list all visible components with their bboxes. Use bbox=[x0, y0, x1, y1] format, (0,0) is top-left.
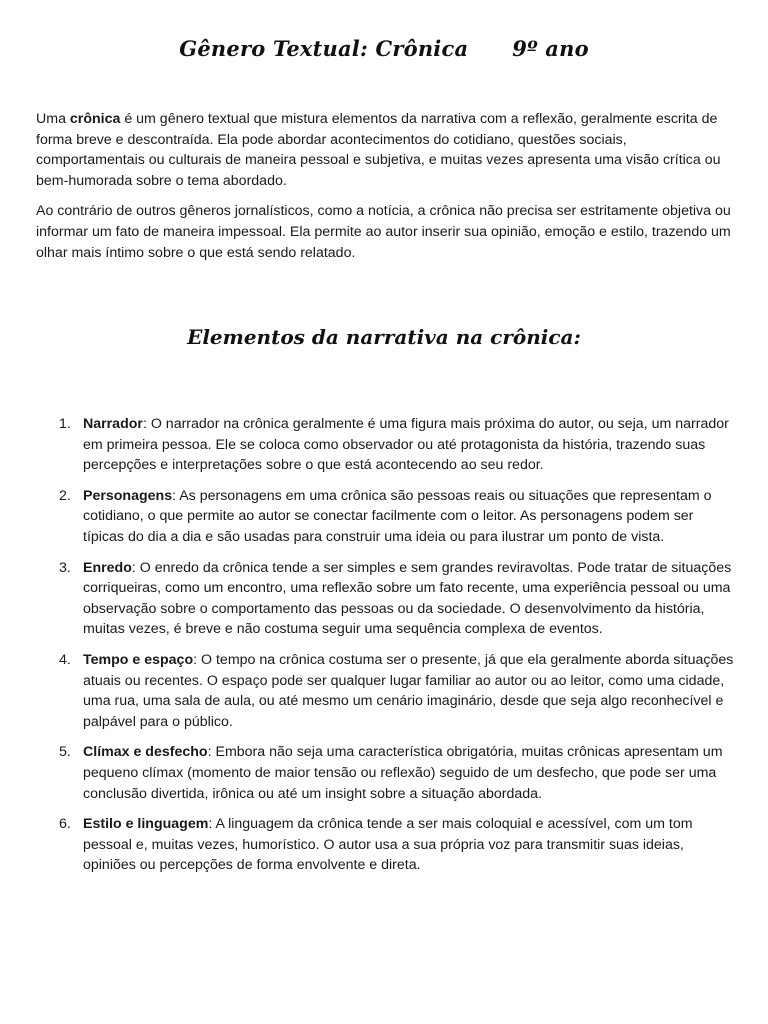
list-item-text: : As personagens em uma crônica são pessoas reais ou situações que representam o cotidiano, o que permite ao autor se conectar facilmente com o leitor. As personagens podem ser típicas do dia a dia e são usadas para construir uma ideia ou para ilustrar um ponto de vista. bbox=[83, 487, 712, 545]
list-item-number: 6. bbox=[59, 816, 71, 833]
list-item bbox=[36, 814, 736, 876]
list-item-text: : O narrador na crônica geralmente é uma figura mais próxima do autor, ou seja, um narrador em primeira pessoa. Ele se coloca como observador ou até protagonista da história, trazendo suas percepções e interpretações sobre o que está acontecendo ao seu redor. bbox=[83, 416, 729, 474]
intro-paragraph-1 bbox=[36, 109, 736, 191]
list-item-term: Estilo e linguagem bbox=[83, 816, 209, 833]
list-item bbox=[36, 558, 736, 640]
list-item-text: : O tempo na crônica costuma ser o presente, já que ela geralmente aborda situações atuais ou recentes. O espaço pode ser qualquer lugar familiar ao autor ou ao leitor, como uma cidade, uma rua, uma sala de aula, ou até mesmo um cenário imaginário, desde que seja algo reconhecível e palpável para o público. bbox=[83, 651, 734, 730]
list-item-number: 1. bbox=[59, 416, 71, 432]
intro-p1-bold-term: crônica bbox=[69, 111, 121, 127]
list-item-term: Narrador bbox=[83, 416, 143, 432]
list-item-term: Tempo e espaço bbox=[83, 651, 194, 668]
list-item-term: Clímax e desfecho bbox=[83, 744, 208, 761]
list-item-text: : A linguagem da crônica tende a ser mais coloquial e acessível, com um tom pessoal e, muitas vezes, humorístico. O autor usa a sua própria voz para transmitir suas ideias, opiniões ou percepções de forma envolvente e direta. bbox=[83, 816, 693, 874]
list-item bbox=[36, 414, 736, 476]
list-item bbox=[36, 650, 736, 732]
list-item-number: 5. bbox=[59, 744, 71, 761]
title-text: Gênero Textual: Crônica bbox=[179, 36, 469, 61]
list-item-number: 4. bbox=[59, 651, 71, 668]
page-title bbox=[0, 36, 768, 61]
list-item-term: Enredo bbox=[83, 559, 132, 576]
section-title: Elementos da narrativa na crônica: bbox=[187, 325, 581, 349]
list-item-number: 3. bbox=[59, 559, 71, 576]
intro-paragraph-2: Ao contrário de outros gêneros jornalísticos, como a notícia, a crônica não precisa ser estritamente objetiva ou informar um fato de maneira impessoal. Ela permite ao autor inserir sua opinião, emoção e estilo, trazendo um olhar mais íntimo sobre o que está sendo relatado. bbox=[36, 203, 731, 261]
grade-label: 9º ano bbox=[512, 36, 589, 61]
list-item-term: Personagens bbox=[83, 487, 173, 504]
list-item bbox=[36, 486, 736, 548]
list-item-text: : O enredo da crônica tende a ser simples e sem grandes reviravoltas. Pode tratar de situações corriqueiras, como um encontro, uma reflexão sobre um fato recente, uma experiência pessoal ou uma observação sobre o comportamento das pessoas ou da sociedade. O desenvolvimento da história, muitas vezes, é breve e não costuma seguir uma sequência complexa de eventos. bbox=[83, 559, 732, 638]
list-item-text: : Embora não seja uma característica obrigatória, muitas crônicas apresentam um pequeno clímax (momento de maior tensão ou reflexão) seguido de um desfecho, que pode ser uma conclusão divertida, irônica ou até um insight sobre a situação abordada. bbox=[83, 744, 723, 802]
list-item-number: 2. bbox=[59, 487, 71, 504]
list-item bbox=[36, 742, 736, 804]
intro-section bbox=[36, 109, 736, 273]
intro-p1-lead: Uma bbox=[36, 111, 70, 127]
intro-p1-rest: é um gênero textual que mistura elementos da narrativa com a reflexão, geralmente escrita de forma breve e descontraída. Ela pode abordar acontecimentos do cotidiano, questões sociais, comportamentais ou culturais de maneira pessoal e subjetiva, e muitas vezes apresenta uma visão crítica ou bem-humorada sobre o tema abordado. bbox=[36, 111, 721, 189]
elements-list bbox=[36, 414, 736, 886]
